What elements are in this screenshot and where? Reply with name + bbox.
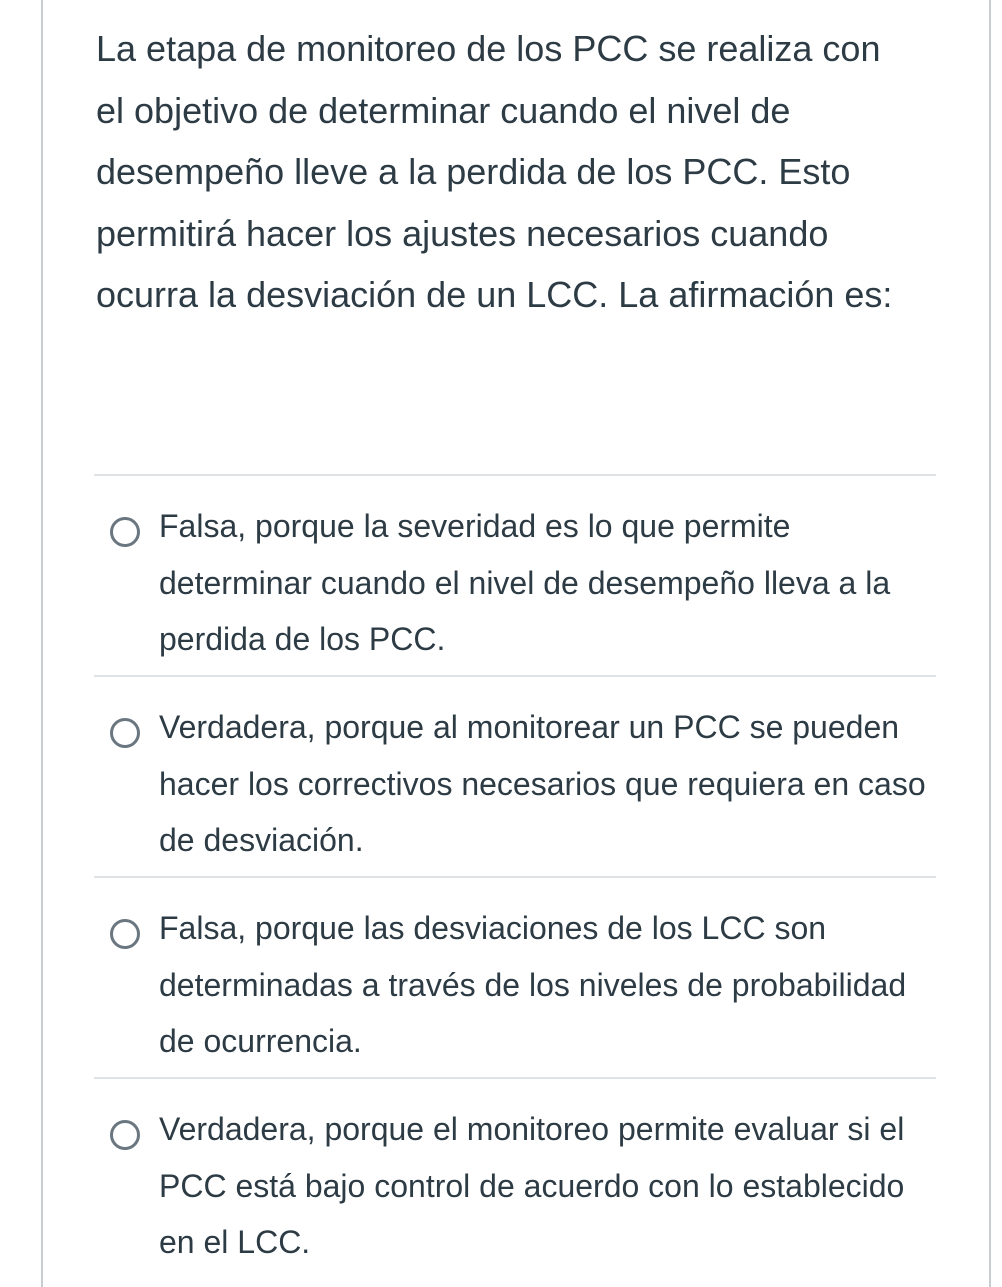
answer-option-3[interactable] (94, 876, 936, 1077)
answer-option-1[interactable] (94, 474, 936, 675)
radio-button[interactable] (110, 919, 140, 949)
answer-label[interactable]: Falsa, porque la severidad es lo que permite determinar cuando el nivel de desempeño lleva a la perdida de los PCC. (159, 508, 891, 657)
radio-button[interactable] (110, 517, 140, 547)
answer-label[interactable]: Verdadera, porque el monitoreo permite evaluar si el PCC está bajo control de acuerdo con lo establecido en el LCC. (159, 1111, 905, 1260)
radio-button[interactable] (110, 1120, 140, 1150)
question-text: La etapa de monitoreo de los PCC se realiza con el objetivo de determinar cuando el nivel de desempeño lleve a la perdida de los PCC. Esto permitirá hacer los ajustes necesarios cuando ocurra la desviación de un LCC. La afirmación es: (96, 28, 893, 315)
answer-label[interactable]: Verdadera, porque al monitorear un PCC se pueden hacer los correctivos necesarios que requiera en caso de desviación. (159, 709, 926, 858)
answer-option-4[interactable] (94, 1077, 936, 1278)
answer-list (94, 474, 936, 1278)
answer-option-2[interactable] (94, 675, 936, 876)
radio-button[interactable] (110, 718, 140, 748)
answer-label[interactable]: Falsa, porque las desviaciones de los LCC son determinadas a través de los niveles de probabilidad de ocurrencia. (159, 910, 907, 1059)
